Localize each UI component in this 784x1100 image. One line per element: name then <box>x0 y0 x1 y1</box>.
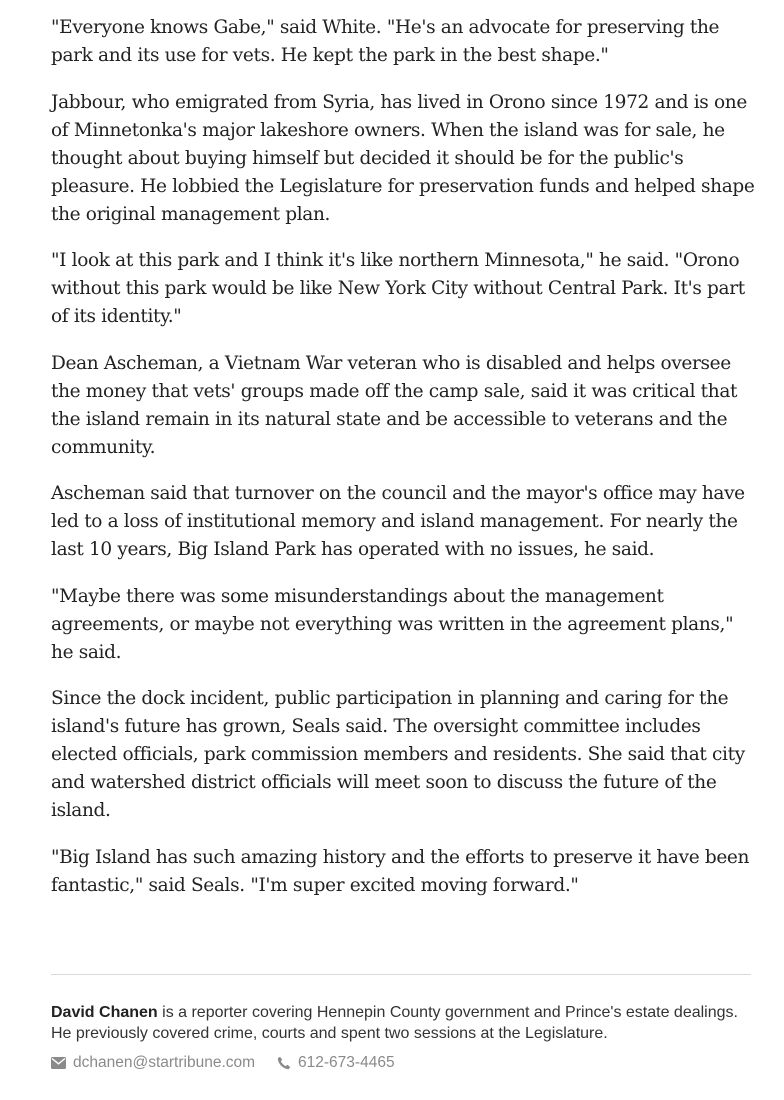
phone-icon <box>277 1056 291 1070</box>
envelope-icon <box>51 1057 66 1069</box>
author-name: David Chanen <box>51 1004 158 1021</box>
author-email: dchanen@startribune.com <box>73 1054 256 1071</box>
article-paragraph: "I look at this park and I think it's like northern Minnesota," he said. "Orono without this park would be like New York City without Central Park. It's part of its identity." <box>51 250 745 327</box>
article-paragraph: "Everyone knows Gabe," said White. "He's an advocate for preserving the park and its use for vets. He kept the park in the best shape." <box>51 17 720 66</box>
article-paragraph: Ascheman said that turnover on the council and the mayor's office may have led to a loss of institutional memory and island management. For nearly the last 10 years, Big Island Park has operated with no issues, he said. <box>51 483 745 560</box>
author-divider <box>51 974 751 975</box>
author-phone: 612-673-4465 <box>298 1054 395 1071</box>
author-contact <box>51 1052 395 1074</box>
author-bio-text: is a reporter covering Hennepin County government and Prince's estate dealings. He previously covered crime, courts and spent two sessions at the Legislature. <box>51 1004 738 1042</box>
article-paragraph: Dean Ascheman, a Vietnam War veteran who is disabled and helps oversee the money that vets' groups made off the camp sale, said it was critical that the island remain in its natural state and be accessible to veterans and the community. <box>51 352 738 458</box>
author-email-link[interactable] <box>51 1052 255 1074</box>
article-paragraph: "Maybe there was some misunderstandings about the management agreements, or maybe not everything was written in the agreement plans," he said. <box>51 585 734 663</box>
article-paragraph: "Big Island has such amazing history and the efforts to preserve it have been fantastic," said Seals. "I'm super excited moving forward." <box>51 846 750 896</box>
article-paragraph: Since the dock incident, public participation in planning and caring for the island's future has grown, Seals said. The oversight committee includes elected officials, park commission members and residents. She said that city and watershed district officials will meet soon to discuss the future of the island. <box>51 688 745 821</box>
author-bio <box>51 1002 756 1044</box>
author-phone-link[interactable] <box>277 1052 395 1074</box>
article-body <box>51 14 756 918</box>
article-paragraph: Jabbour, who emigrated from Syria, has lived in Orono since 1972 and is one of Minnetonka's major lakeshore owners. When the island was for sale, he thought about buying himself but decided it should be for the public's pleasure. He lobbied the Legislature for preservation funds and helped shape the original management plan. <box>51 91 755 225</box>
